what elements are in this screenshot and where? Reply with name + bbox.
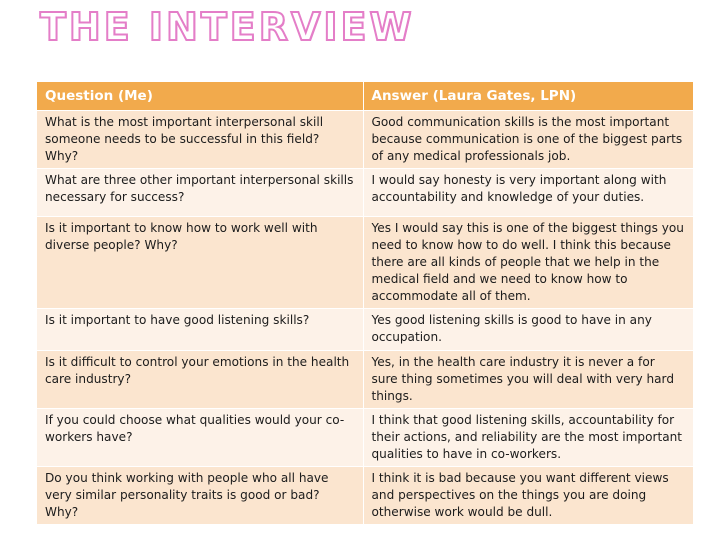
table-row: [37, 467, 693, 525]
answer-cell: Good communication skills is the most important because communication is one of the biggest parts of any medical professionals job.: [363, 111, 693, 169]
question-cell: Is it important to know how to work well with diverse people? Why?: [37, 217, 363, 309]
header-answer: Answer (Laura Gates, LPN): [363, 82, 693, 111]
question-cell: What are three other important interpersonal skills necessary for success?: [37, 169, 363, 217]
table-header-row: [37, 82, 693, 111]
answer-cell: Yes I would say this is one of the biggest things you need to know how to do well. I think this because there are all kinds of people that we help in the medical field and we need to know how to accommodate all of them.: [363, 217, 693, 309]
table-row: [37, 169, 693, 217]
question-cell: If you could choose what qualities would your co-workers have?: [37, 409, 363, 467]
interview-table: [37, 82, 694, 524]
table-row: [37, 217, 693, 309]
table-row: [37, 111, 693, 169]
answer-cell: I think that good listening skills, accountability for their actions, and reliability are the most important qualities to have in co-workers.: [363, 409, 693, 467]
question-cell: Is it difficult to control your emotions in the health care industry?: [37, 351, 363, 409]
answer-cell: I think it is bad because you want different views and perspectives on the things you are doing otherwise work would be dull.: [363, 467, 693, 525]
answer-cell: I would say honesty is very important along with accountability and knowledge of your duties.: [363, 169, 693, 217]
table-row: [37, 309, 693, 351]
header-question: Question (Me): [37, 82, 363, 111]
slide-title: THE INTERVIEW: [40, 5, 415, 49]
question-cell: What is the most important interpersonal skill someone needs to be successful in this field? Why?: [37, 111, 363, 169]
question-cell: Do you think working with people who all have very similar personality traits is good or bad? Why?: [37, 467, 363, 525]
answer-cell: Yes good listening skills is good to have in any occupation.: [363, 309, 693, 351]
question-cell: Is it important to have good listening skills?: [37, 309, 363, 351]
table-row: [37, 351, 693, 409]
table-row: [37, 409, 693, 467]
answer-cell: Yes, in the health care industry it is never a for sure thing sometimes you will deal with very hard things.: [363, 351, 693, 409]
